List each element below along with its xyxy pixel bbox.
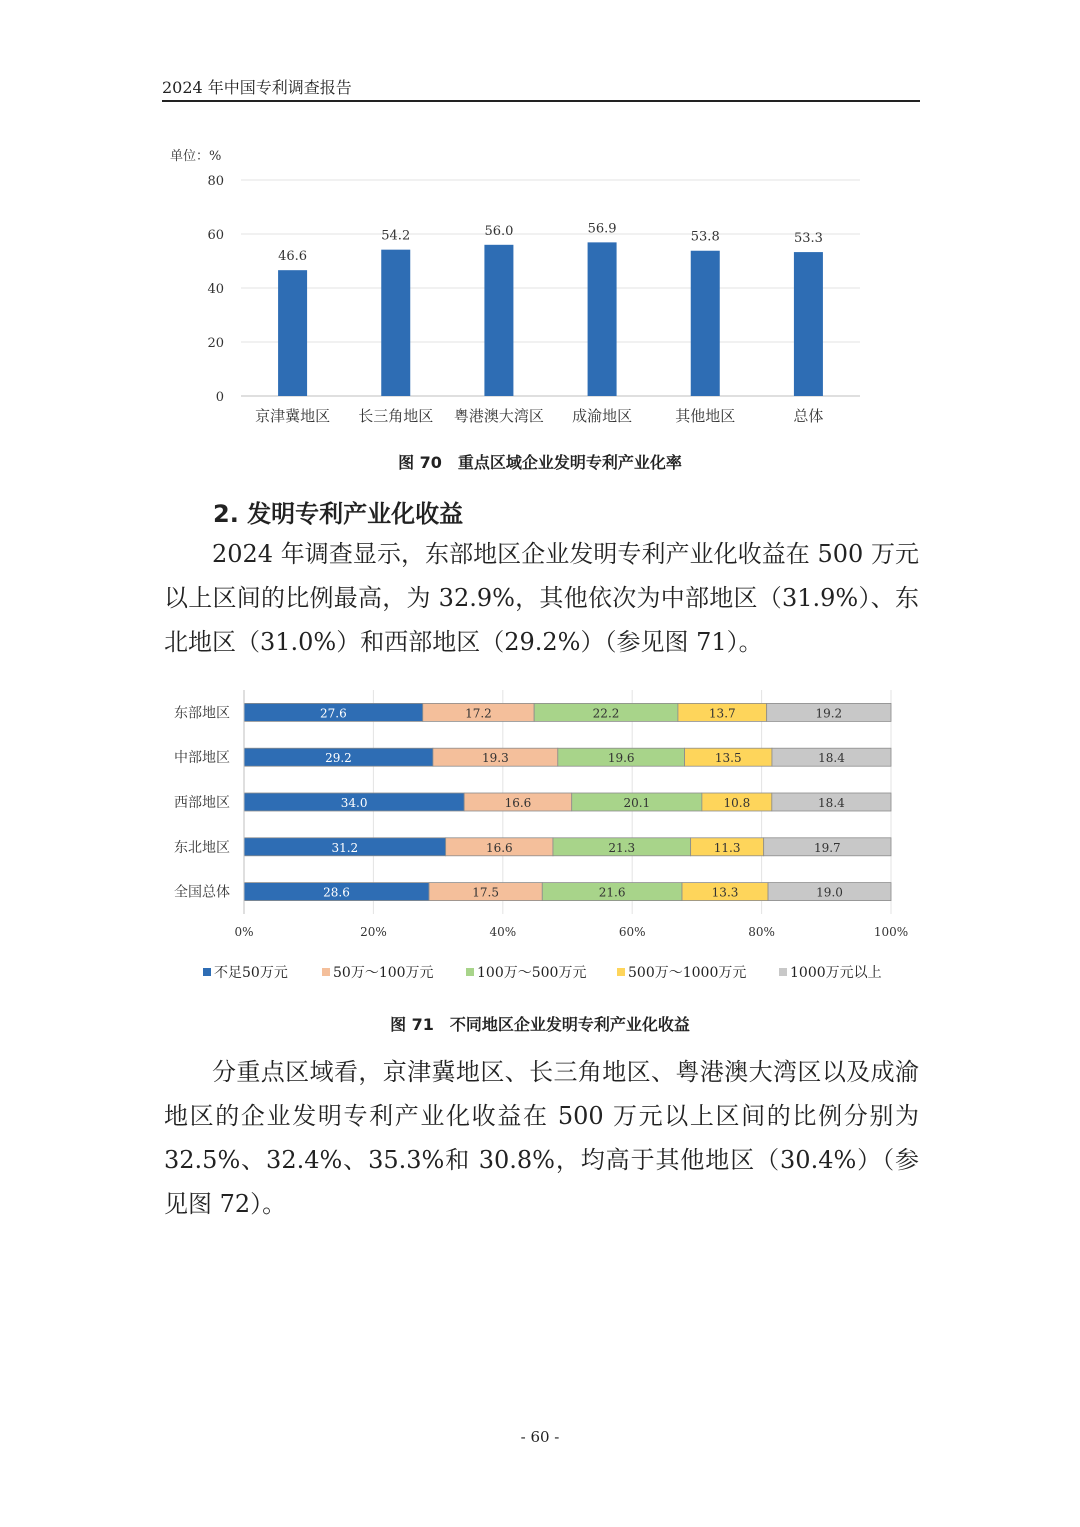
segment-value-label: 19.6 — [607, 751, 635, 766]
y-category-label: 东部地区 — [174, 705, 230, 722]
legend-item — [322, 962, 434, 982]
segment-value-label: 10.8 — [723, 796, 751, 810]
segment-value-label: 16.6 — [504, 796, 532, 810]
y-unit-label: 单位：% — [170, 149, 222, 164]
legend-swatch — [466, 968, 474, 976]
segment-value-label: 21.3 — [608, 840, 636, 855]
bar-value-label: 56.0 — [484, 223, 514, 239]
bar — [484, 245, 513, 396]
figure-70-chart — [0, 140, 1080, 440]
legend-label: 1000万元以上 — [790, 965, 882, 981]
legend-swatch — [203, 968, 211, 976]
segment-value-label: 19.2 — [815, 706, 843, 721]
bar-value-label: 56.9 — [587, 221, 617, 237]
y-tick-label: 40 — [207, 282, 224, 297]
bar — [381, 250, 410, 396]
segment-value-label: 17.5 — [472, 885, 500, 900]
segment-value-label: 27.6 — [320, 706, 347, 721]
x-tick-label: 80% — [748, 925, 775, 939]
bar-value-label: 46.6 — [278, 249, 308, 265]
page-number: - 60 - — [520, 1428, 560, 1446]
legend-swatch — [322, 968, 330, 976]
bar — [278, 270, 307, 396]
x-tick-label: 20% — [360, 925, 387, 939]
bar-value-label: 54.2 — [381, 228, 411, 244]
x-category-label: 成渝地区 — [572, 407, 633, 425]
y-tick-label: 60 — [207, 228, 224, 243]
segment-value-label: 17.2 — [465, 706, 492, 721]
segment-value-label: 21.6 — [598, 885, 626, 900]
paragraph-1: 2024 年调查显示，东部地区企业发明专利产业化收益在 500 万元以上区间的比例最高，为 32.9%，其他依次为中部地区（31.9%）、东北地区（31.0%）和西部地区（29.2%）（参见图 71）。 — [164, 540, 919, 656]
legend-label: 500万～1000万元 — [628, 965, 747, 981]
y-category-label: 全国总体 — [174, 884, 230, 901]
segment-value-label: 19.3 — [482, 751, 509, 766]
x-tick-label: 60% — [618, 925, 646, 939]
bar-value-label: 53.8 — [690, 229, 720, 245]
segment-value-label: 13.5 — [714, 751, 742, 766]
y-category-label: 东北地区 — [174, 839, 230, 856]
y-tick-label: 0 — [215, 390, 224, 405]
y-category-label: 西部地区 — [174, 795, 230, 811]
segment-value-label: 18.4 — [818, 796, 845, 810]
segment-value-label: 19.0 — [816, 885, 843, 900]
x-category-label: 总体 — [793, 407, 824, 425]
x-tick-label: 0% — [234, 925, 254, 939]
segment-value-label: 28.6 — [323, 885, 350, 900]
segment-value-label: 19.7 — [813, 840, 841, 855]
legend-item — [617, 962, 746, 982]
x-category-label: 长三角地区 — [358, 407, 434, 425]
bar-value-label: 53.3 — [793, 231, 823, 247]
figure-70-caption: 图 70 重点区域企业发明专利产业化率 — [398, 453, 682, 472]
legend-item — [779, 962, 882, 982]
x-category-label: 京津冀地区 — [255, 407, 331, 425]
section-heading: 2. 发明专利产业化收益 — [213, 500, 464, 528]
header-title: 2024 年中国专利调查报告 — [162, 78, 352, 97]
legend-swatch — [779, 968, 787, 976]
paragraph-2: 分重点区域看，京津冀地区、长三角地区、粤港澳大湾区以及成渝地区的企业发明专利产业化收益在 500 万元以上区间的比例分别为 32.5%、32.4%、35.3%和 30.8%，均高于其他地区（30.4%）（参见图 72）。 — [164, 1058, 919, 1218]
segment-value-label: 11.3 — [713, 840, 741, 855]
segment-value-label: 34.0 — [340, 796, 368, 810]
legend-label: 不足50万元 — [214, 965, 288, 981]
segment-value-label: 20.1 — [623, 796, 651, 810]
y-category-label: 中部地区 — [174, 750, 230, 767]
legend-label: 100万～500万元 — [477, 965, 587, 981]
legend-swatch — [617, 968, 625, 976]
running-header — [162, 78, 920, 102]
segment-value-label: 29.2 — [325, 751, 352, 766]
legend-label: 50万～100万元 — [333, 965, 434, 981]
segment-value-label: 13.7 — [708, 706, 736, 721]
x-category-label: 粤港澳大湾区 — [453, 407, 544, 425]
segment-value-label: 22.2 — [592, 706, 620, 721]
bar — [691, 251, 720, 396]
legend-item — [466, 962, 586, 982]
x-tick-label: 100% — [873, 925, 909, 939]
segment-value-label: 18.4 — [818, 751, 845, 766]
segment-value-label: 16.6 — [485, 840, 513, 855]
x-tick-label: 40% — [489, 925, 517, 939]
y-tick-label: 80 — [207, 174, 224, 189]
legend-item — [203, 962, 288, 982]
y-tick-label: 20 — [207, 336, 224, 351]
figure-71-chart — [0, 690, 1080, 950]
x-category-label: 其他地区 — [675, 407, 736, 425]
bar — [794, 252, 823, 396]
segment-value-label: 13.3 — [711, 885, 739, 900]
segment-value-label: 31.2 — [331, 840, 359, 855]
figure-71-caption: 图 71 不同地区企业发明专利产业化收益 — [390, 1015, 690, 1034]
bar — [588, 242, 617, 396]
